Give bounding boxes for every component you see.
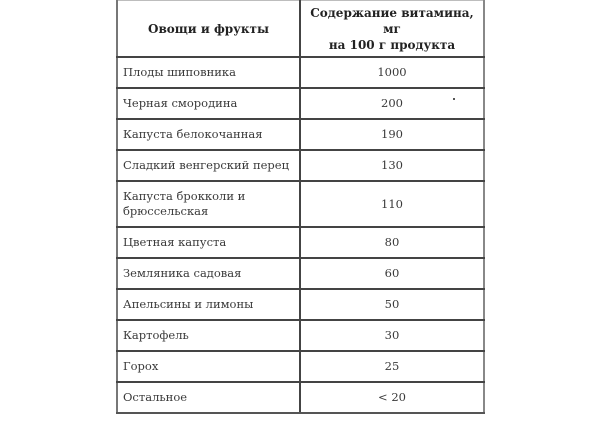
- stray-dot-mark: [453, 98, 455, 100]
- row-name-cell: Цветная капуста: [117, 227, 300, 258]
- column-header-name-label: Овощи и фрукты: [148, 21, 269, 36]
- column-header-name: [117, 1, 300, 58]
- row-value-cell: < 20: [300, 382, 484, 413]
- row-value-cell: 130: [300, 150, 484, 181]
- row-value-cell: 200: [300, 88, 484, 119]
- table-row: [117, 382, 484, 413]
- row-name-line2: брюссельская: [123, 204, 209, 218]
- table-row: [117, 320, 484, 351]
- column-header-value: [300, 1, 484, 58]
- table-row: [117, 289, 484, 320]
- row-name-cell: Картофель: [117, 320, 300, 351]
- table-header-row: [117, 1, 484, 58]
- row-name-line1: Капуста брокколи и: [123, 189, 246, 203]
- row-value-cell: 190: [300, 119, 484, 150]
- row-value-cell: 25: [300, 351, 484, 382]
- row-name-cell: Остальное: [117, 382, 300, 413]
- row-value-cell: 80: [300, 227, 484, 258]
- row-name-cell: Сладкий венгерский перец: [117, 150, 300, 181]
- table-row: [117, 88, 484, 119]
- table-row: [117, 119, 484, 150]
- table-row: [117, 57, 484, 88]
- row-value-cell: 50: [300, 289, 484, 320]
- vitamin-table-container: [116, 0, 483, 414]
- vitamin-content-table: [116, 0, 485, 414]
- row-name-cell: [117, 181, 300, 227]
- row-name-cell: Капуста белокочанная: [117, 119, 300, 150]
- row-value-cell: 1000: [300, 57, 484, 88]
- column-header-value-line2: на 100 г продукта: [328, 37, 456, 52]
- row-name-cell: Земляника садовая: [117, 258, 300, 289]
- row-name-cell: Черная смородина: [117, 88, 300, 119]
- column-header-value-line1: Содержание витамина, мг: [310, 5, 474, 36]
- table-row: [117, 258, 484, 289]
- row-name-cell: Горох: [117, 351, 300, 382]
- row-value-cell: 60: [300, 258, 484, 289]
- row-name-cell: Плоды шиповника: [117, 57, 300, 88]
- table-row: [117, 351, 484, 382]
- row-name-cell: Апельсины и лимоны: [117, 289, 300, 320]
- table-row: [117, 227, 484, 258]
- row-value-cell: 110: [300, 181, 484, 227]
- table-row: [117, 150, 484, 181]
- table-row: [117, 181, 484, 227]
- row-value-cell: 30: [300, 320, 484, 351]
